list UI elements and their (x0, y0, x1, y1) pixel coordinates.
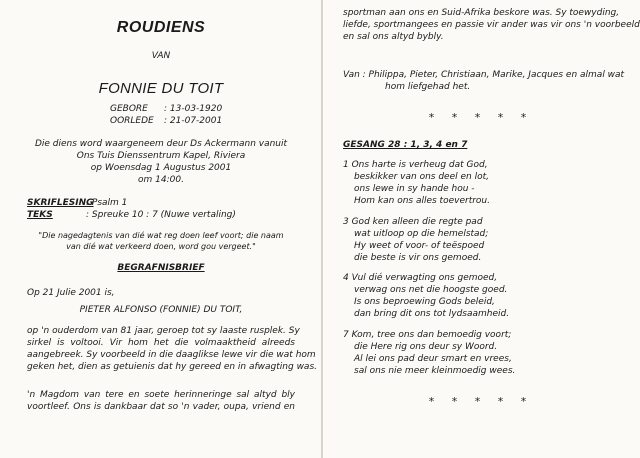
paragraph-line: liefde, sportmangees en passie vir ander was vir ons 'n voorbeeld (343, 20, 640, 30)
verse-line: 7 Kom, tree ons dan bemoedig voort; (343, 330, 512, 340)
right-page (322, 0, 640, 458)
verse-line: ons lewe in sy hande hou - (354, 184, 475, 194)
section-heading: BEGRAFNISBRIEF (117, 263, 205, 273)
deceased-name: FONNIE DU TOIT (98, 80, 224, 97)
service-line: Die diens word waargeneem deur Ds Ackermann vanuit (34, 139, 288, 149)
service-line: op Woensdag 1 Augustus 2001 (90, 163, 232, 173)
verse-line: dan bring dit ons tot lydsaamheid. (354, 309, 510, 319)
verse-line: Is ons beproewing Gods beleid, (354, 297, 495, 307)
paragraph-line: sportman aan ons en Suid-Afrika beskore was. Sy toewyding, (343, 8, 620, 18)
verse-line: die beste is vir ons gemoed. (354, 253, 482, 263)
text-label: TEKS (27, 210, 53, 220)
verse-line: 1 Ons harte is verheug dat God, (343, 160, 488, 170)
paragraph-line: 'n Magdom van tere en soete herinneringe sal altyd bly (27, 390, 295, 400)
service-line: om 14:00. (138, 175, 184, 185)
born-date: : 13-03-1920 (164, 104, 223, 114)
verse-line: Hom kan ons alles toevertrou. (354, 196, 490, 206)
verse-line: beskikker van ons deel en lot, (354, 172, 489, 182)
paragraph-line: geken het, dien as getuienis dat hy gereed en in afwagting was. (27, 362, 317, 372)
reading-label: SKRIFLESING (27, 198, 94, 208)
verse-line: die Here rig ons deur sy Woord. (354, 342, 498, 352)
verse-line: Hy weet of voor- of teëspoed (354, 241, 485, 251)
verse-line: wat uitloop op die hemelstad; (354, 229, 489, 239)
scripture-quote: van dié wat verkeerd doen, word gou vergeet." (66, 242, 256, 251)
family-line: Van : Philippa, Pieter, Christiaan, Marike, Jacques en almal wat (343, 70, 625, 80)
hymn-heading: GESANG 28 : 1, 3, 4 en 7 (343, 140, 468, 150)
died-label: OORLEDE (110, 116, 154, 126)
verse-line: Al lei ons pad deur smart en vrees, (354, 354, 512, 364)
family-line: hom liefgehad het. (385, 82, 471, 92)
born-label: GEBORE (110, 104, 148, 114)
verse-line: 4 Vul dié verwagting ons gemoed, (343, 273, 498, 283)
scripture-quote: "Die nagedagtenis van dié wat reg doen leef voort; die naam (38, 231, 284, 240)
star-divider: * * * * * (428, 111, 534, 124)
verse-line: 3 God ken alleen die regte pad (343, 217, 483, 227)
paragraph-line: en sal ons altyd bybly. (343, 32, 444, 42)
date-line: Op 21 Julie 2001 is, (27, 288, 115, 298)
died-date: : 21-07-2001 (164, 116, 223, 126)
service-line: Ons Tuis Dienssentrum Kapel, Riviera (76, 151, 246, 161)
full-name: PIETER ALFONSO (FONNIE) DU TOIT, (79, 305, 243, 315)
reading-value: : Psalm 1 (86, 198, 128, 208)
paragraph-line: sirkel is voltooi. Vir hom het die volmaaktheid alreeds (27, 338, 295, 348)
paragraph-line: aangebreek. Sy voorbeeld in die daaglikse lewe vir die wat hom (27, 350, 316, 360)
van-label: VAN (151, 51, 171, 61)
star-divider: * * * * * (428, 395, 534, 408)
verse-line: sal ons nie meer kleinmoedig wees. (354, 366, 516, 376)
verse-line: verwag ons net die hoogste goed. (354, 285, 508, 295)
paragraph-line: voortleef. Ons is dankbaar dat so 'n vader, oupa, vriend en (27, 402, 295, 412)
paragraph-line: op 'n ouderdom van 81 jaar, geroep tot sy laaste rusplek. Sy (27, 326, 300, 336)
page-title: ROUDIENS (116, 19, 206, 36)
text-value: : Spreuke 10 : 7 (Nuwe vertaling) (86, 210, 236, 220)
